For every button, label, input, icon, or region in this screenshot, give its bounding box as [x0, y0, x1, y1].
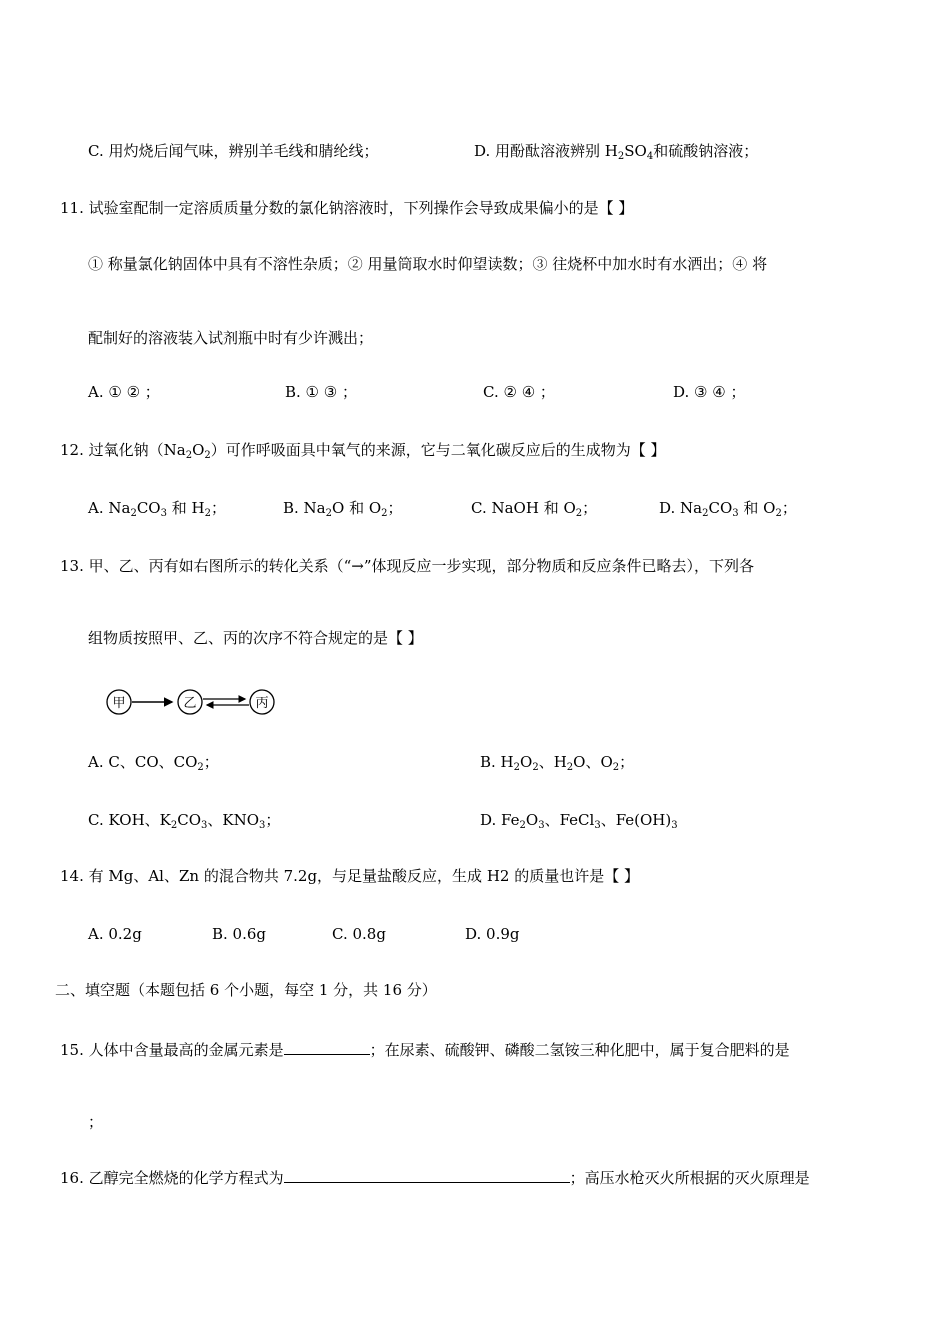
q14-stem: 14. 有 Mg、Al、Zn 的混合物共 7.2g，与足量盐酸反应，生成 H2 的质量也许是【 】 [60, 867, 639, 885]
q13-stem: 13. 甲、乙、丙有如右图所示的转化关系（“→”体现反应一步实现，部分物质和反应条件已略去），下列各 [60, 557, 755, 575]
q16-answer-blank[interactable] [284, 1166, 570, 1183]
q12-option-a: A. $Na_2CO_3$ 和 $H_2$； [88, 499, 226, 519]
q15-stem: 15. 人体中含量最高的金属元素是 ；在尿素、硫酸钾、磷酸二氢铵三种化肥中，属于复合肥料的是 [60, 1038, 790, 1060]
q13-option-a: A. C、CO、$CO_2$； [88, 753, 219, 773]
q11-option-c: C. ② ④ ； [483, 383, 555, 401]
q14-option-a: A. 0.2g [88, 925, 142, 943]
q15-line2: ； [88, 1113, 104, 1131]
q14-option-b: B. 0.6g [212, 925, 267, 943]
q16-stem: 16. 乙醇完全燃烧的化学方程式为 ；高压水枪灭火所根据的灭火原理是 [60, 1166, 810, 1188]
q11-statement-line1: ① 称量氯化钠固体中具有不溶性杂质；② 用量筒取水时仰望读数；③ 往烧杯中加水时有水洒出；④ 将 [88, 255, 768, 273]
node-bing-label: 丙 [255, 696, 269, 711]
q11-option-a: A. ① ② ； [88, 383, 160, 401]
q13-option-d: D. $Fe_2O_3$、FeCl$_3$、$Fe(OH)_3$ [480, 811, 678, 831]
node-yi-label: 乙 [183, 696, 197, 711]
q14-option-d: D. 0.9g [465, 925, 520, 943]
q11-statement-line2: 配制好的溶液装入试剂瓶中时有少许溅出； [88, 329, 374, 347]
node-jia-label: 甲 [112, 696, 126, 711]
q12-option-b: B. $Na_2O$ 和 $O_2$； [283, 499, 403, 519]
q11-stem: 11. 试验室配制一定溶质质量分数的氯化钠溶液时，下列操作会导致成果偏小的是【 】 [60, 199, 634, 217]
q10-option-c: C. 用灼烧后闻气味，辨别羊毛线和腈纶线； [88, 142, 379, 160]
conversion-diagram [104, 687, 279, 717]
q13-option-c: C. KOH、$K_2CO_3$、$KNO_3$； [88, 811, 281, 831]
q14-option-c: C. 0.8g [332, 925, 386, 943]
q15-answer-blank[interactable] [284, 1038, 370, 1055]
q11-option-b: B. ① ③ ； [285, 383, 357, 401]
q10-option-d: D. 用酚酞溶液辨别 $H_2SO_4$和硫酸钠溶液； [474, 142, 759, 162]
q13-stem-line2: 组物质按照甲、乙、丙的次序不符合规定的是【 】 [88, 629, 423, 647]
q12-option-c: C. NaOH 和 $O_2$； [471, 499, 598, 519]
q12-option-d: D. $Na_2CO_3$ 和 $O_2$； [659, 499, 797, 519]
q11-option-d: D. ③ ④ ； [673, 383, 746, 401]
q13-option-b: B. $H_2O_2$、$H_2O$、$O_2$； [480, 753, 635, 773]
section-heading: 二、填空题（本题包括 6 个小题，每空 1 分，共 16 分） [55, 981, 437, 999]
q12-stem: 12. 过氧化钠$(Na_2O_2)$可作呼吸面具中氧气的来源，它与二氧化碳反应后的生成物为【 】 [60, 441, 666, 461]
